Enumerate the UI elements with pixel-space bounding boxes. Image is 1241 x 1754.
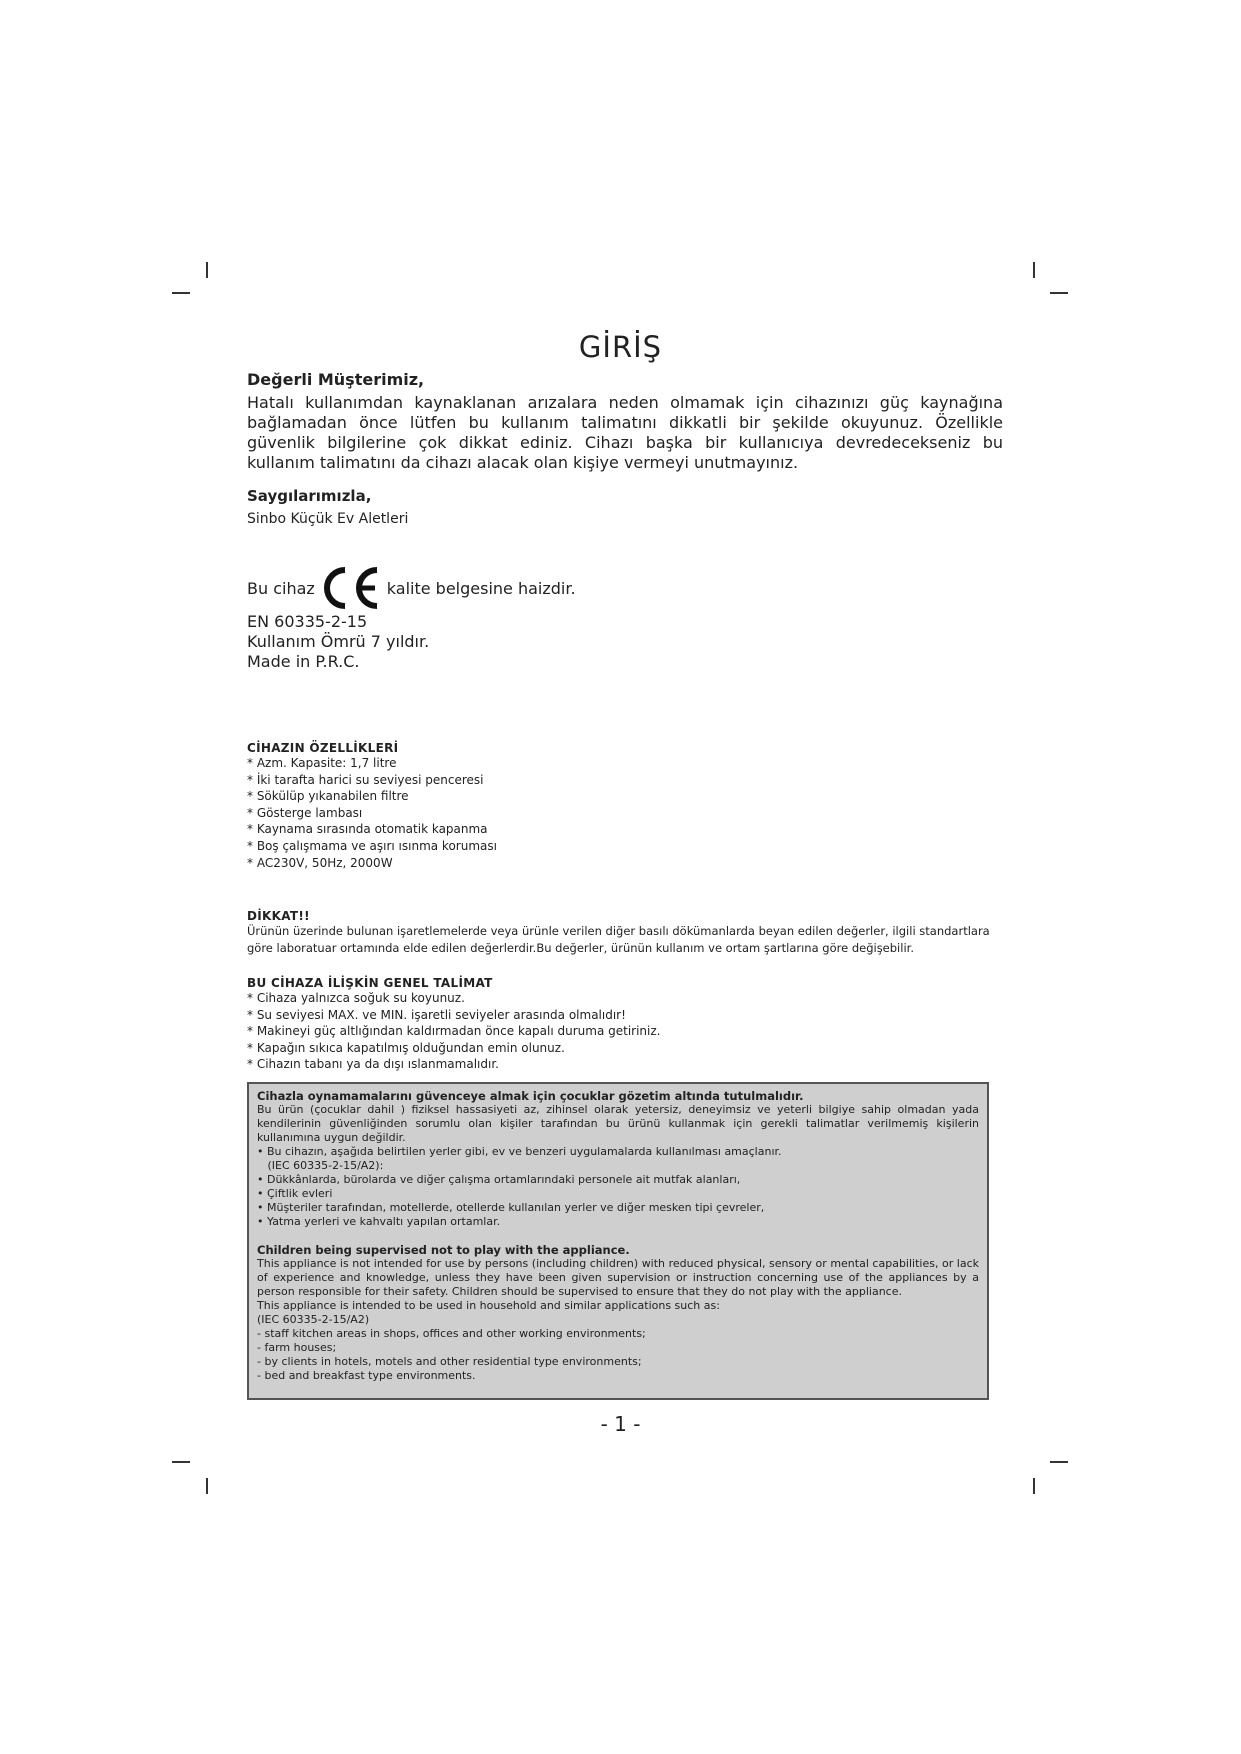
warning-heading: DİKKAT!! <box>247 909 310 923</box>
crop-mark <box>1033 1478 1035 1494</box>
specs-list <box>247 612 429 672</box>
list-item: * Boş çalışmama ve aşırı ısınma koruması <box>247 838 497 853</box>
crop-mark <box>172 292 190 294</box>
box-line: • Yatma yerleri ve kahvaltı yapılan ortamlar. <box>257 1215 501 1228</box>
list-item: * Gösterge lambası <box>247 805 363 820</box>
crop-mark <box>206 1478 208 1494</box>
box-line: - by clients in hotels, motels and other residential type environments; <box>257 1355 642 1368</box>
intro-paragraph: Hatalı kullanımdan kaynaklanan arızalara neden olmamak için cihazınızı güç kaynağına bağlamadan önce lütfen bu kullanım talimatını dikkatli bir şekilde okuyunuz. Özellikle güvenlik bilgilerine çok dikkat ediniz. Cihazı başka bir kullanıcıya devredecekseniz bu kullanım talimatını da cihazı alacak olan kişiye vermeyi unutmayınız. <box>247 393 1003 472</box>
crop-mark <box>1050 292 1068 294</box>
list-item: * Cihazın tabanı ya da dışı ıslanmamalıdır. <box>247 1057 499 1072</box>
greeting: Değerli Müşterimiz, <box>247 370 425 389</box>
box-line: (IEC 60335-2-15/A2) <box>257 1313 370 1326</box>
list-item: * Kapağın sıkıca kapatılmış olduğundan emin olunuz. <box>247 1040 565 1055</box>
ce-mark-icon <box>321 566 381 610</box>
spec-line: Kullanım Ömrü 7 yıldır. <box>247 632 430 651</box>
box-paragraph-en: This appliance is not intended for use by persons (including children) with reduced physical, sensory or mental capabilities, or lack of experience and knowledge, unless they have been given supervision or instruction concerning use of the appliances by a person responsible for their safety. Children should be supervised to ensure that they do not play with the appliance. <box>257 1257 979 1298</box>
company-name: Sinbo Küçük Ev Aletleri <box>247 511 409 527</box>
box-heading-tr: Cihazla oynamamalarını güvenceye almak için çocuklar gözetim altında tutulmalıdır. <box>257 1089 804 1103</box>
box-line: - staff kitchen areas in shops, offices and other working environments; <box>257 1327 646 1340</box>
page-number: - 1 - <box>600 1412 641 1436</box>
crop-mark <box>1050 1461 1068 1463</box>
box-line: - farm houses; <box>257 1341 337 1354</box>
box-line: - bed and breakfast type environments. <box>257 1369 476 1382</box>
list-item: * İki tarafta harici su seviyesi penceresi <box>247 772 484 787</box>
list-item: * Sökülüp yıkanabilen filtre <box>247 789 409 804</box>
general-heading: BU CİHAZA İLİŞKİN GENEL TALİMAT <box>247 976 493 990</box>
list-item: * Azm. Kapasite: 1,7 litre <box>247 756 397 770</box>
box-heading-en: Children being supervised not to play with the appliance. <box>257 1243 630 1257</box>
general-instructions-section <box>247 976 1003 1073</box>
crop-mark <box>1033 262 1035 278</box>
box-line: • Dükkânlarda, bürolarda ve diğer çalışma ortamlarındaki personele ait mutfak alanları, <box>257 1173 741 1186</box>
features-section <box>247 741 1003 871</box>
features-heading: CİHAZIN ÖZELLİKLERİ <box>247 741 399 755</box>
intro-section <box>247 370 1003 473</box>
page-title: GİRİŞ <box>578 330 663 364</box>
ce-text-before: Bu cihaz <box>247 578 315 598</box>
warning-section <box>247 909 1003 956</box>
box-line: • Çiftlik evleri <box>257 1187 333 1200</box>
warning-text: Ürünün üzerinde bulunan işaretlemelerde veya ürünle verilen diğer basılı dökümanlarda beyan edilen değerler, ilgili standartlara göre laboratuar ortamında elde edilen değerlerdir.Bu değerler, ürünün kullanım ve ortam şartlarına göre değişebilir. <box>247 924 990 955</box>
list-item: * Makineyi güç altlığından kaldırmadan önce kapalı duruma getiriniz. <box>247 1024 661 1039</box>
box-line: (IEC 60335-2-15/A2): <box>257 1159 384 1172</box>
spec-line: Made in P.R.C. <box>247 652 360 671</box>
list-item: * Cihaza yalnızca soğuk su koyunuz. <box>247 991 465 1005</box>
box-paragraph-tr: Bu ürün (çocuklar dahil ) fiziksel hassasiyeti az, zihinsel olarak yetersiz, deneyimsiz ve yeterli bilgiye sahip olmadan yada kendilerinin güvenliğinden sorumlu olan kişiler tarafından bu ürünü kullanmak için gerekli talimatlar verilmemiş kişilerin kullanımına uygun değildir. <box>257 1103 979 1144</box>
regards-section <box>247 487 1003 527</box>
box-line: • Müşteriler tarafından, motellerde, otellerde kullanılan yerler ve diğer mesken tipi çevreler, <box>257 1201 765 1214</box>
crop-mark <box>172 1461 190 1463</box>
box-line: This appliance is intended to be used in household and similar applications such as: <box>257 1299 720 1312</box>
list-item: * AC230V, 50Hz, 2000W <box>247 855 393 870</box>
regards-label: Saygılarımızla, <box>247 487 372 505</box>
list-item: * Su seviyesi MAX. ve MIN. işaretli seviyeler arasında olmalıdır! <box>247 1007 626 1022</box>
list-item: * Kaynama sırasında otomatik kapanma <box>247 822 488 837</box>
ce-text-after: kalite belgesine haizdir. <box>386 578 576 598</box>
spec-line: EN 60335-2-15 <box>247 612 368 631</box>
child-safety-box <box>247 1082 989 1400</box>
crop-mark <box>206 262 208 278</box>
ce-statement <box>247 566 576 610</box>
box-line: • Bu cihazın, aşağıda belirtilen yerler gibi, ev ve benzeri uygulamalarda kullanılması amaçlanır. <box>257 1145 782 1158</box>
